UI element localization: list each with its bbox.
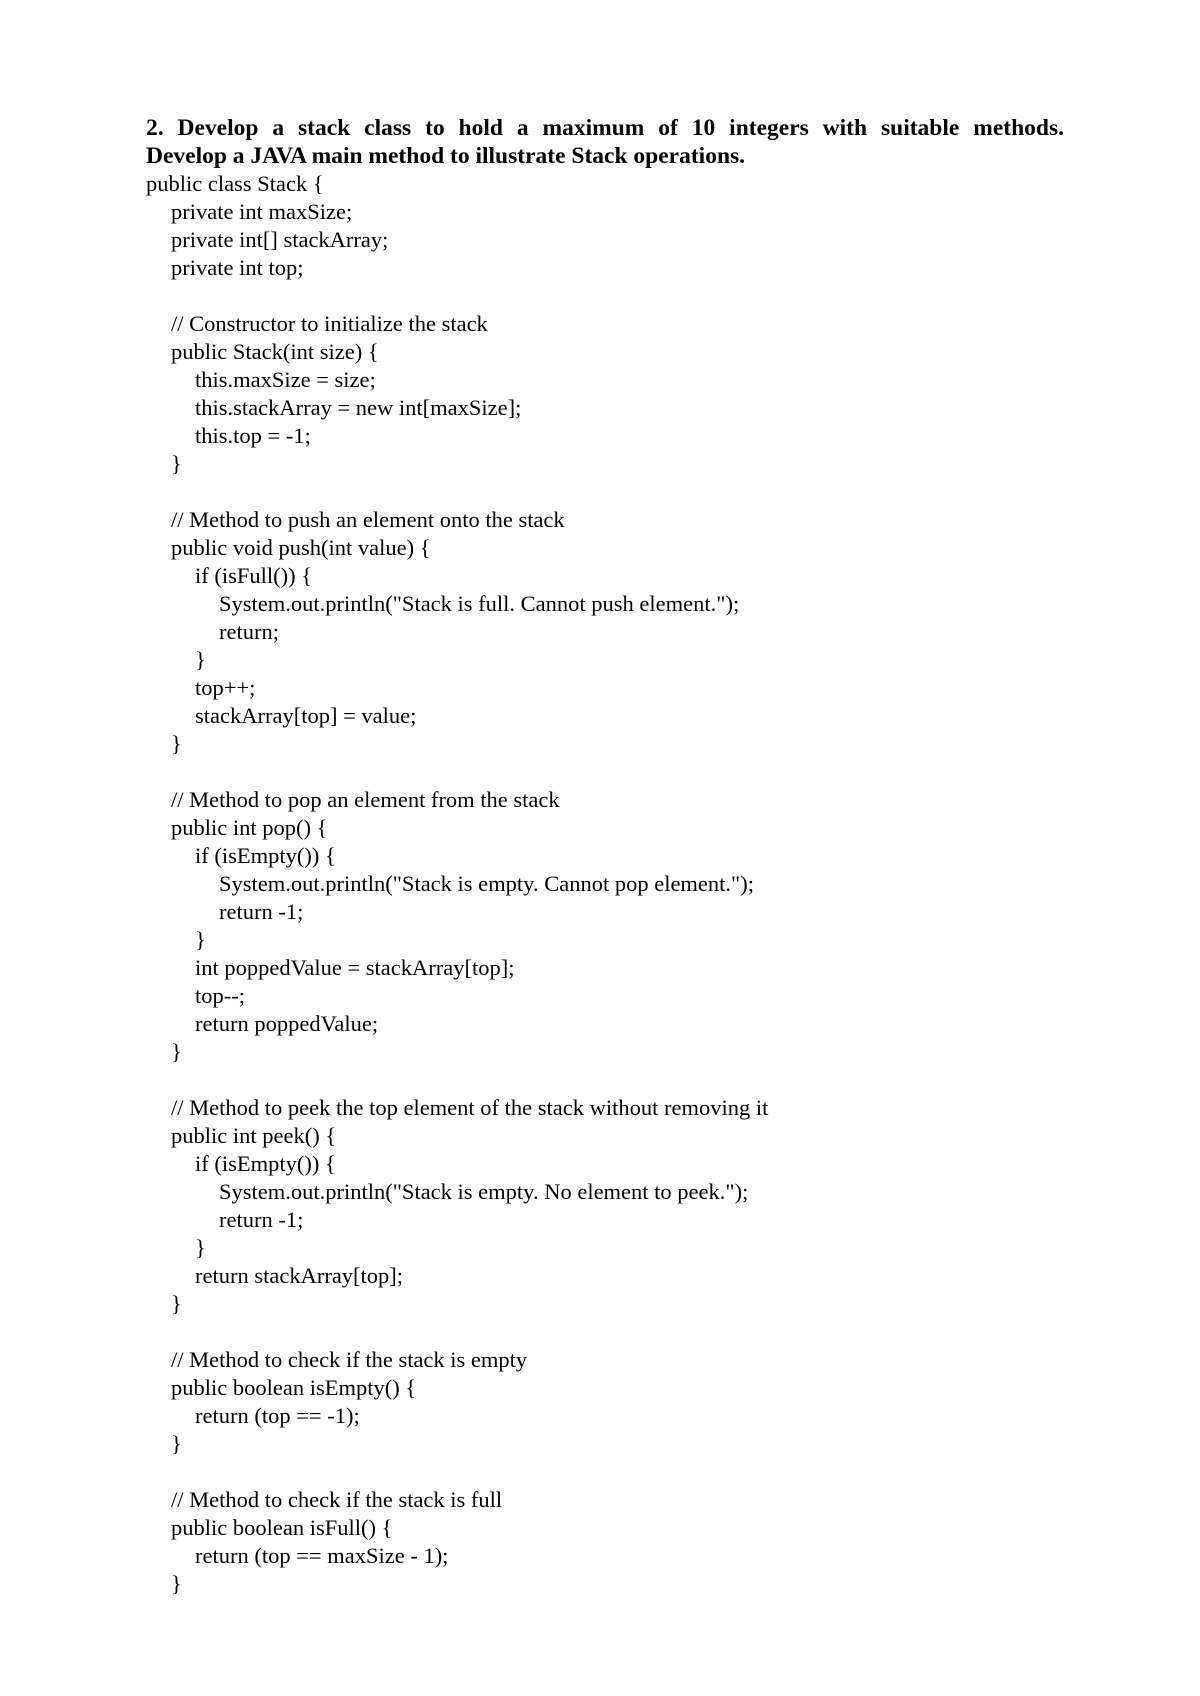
code-line: if (isEmpty()) {	[195, 843, 336, 868]
code-comment: // Method to push an element onto the stack	[171, 507, 565, 532]
heading-line-2: Develop a JAVA main method to illustrate Stack operations.	[146, 143, 746, 169]
code-block	[146, 170, 768, 1598]
code-line: return poppedValue;	[195, 1011, 379, 1036]
code-line	[146, 1458, 768, 1486]
code-line: public class Stack {	[146, 171, 324, 196]
code-comment: // Method to check if the stack is empty	[171, 1347, 528, 1372]
code-line: }	[195, 1235, 206, 1260]
code-line: top++;	[195, 675, 256, 700]
code-line: public int peek() {	[171, 1123, 337, 1148]
code-line: this.top = -1;	[195, 423, 311, 448]
code-comment: // Method to check if the stack is full	[171, 1487, 503, 1512]
code-line: }	[171, 1291, 182, 1316]
code-line: stackArray[top] = value;	[195, 703, 417, 728]
code-line	[146, 478, 768, 506]
code-line: }	[171, 1431, 182, 1456]
code-line: }	[195, 927, 206, 952]
code-line: int poppedValue = stackArray[top];	[195, 955, 515, 980]
code-line: }	[171, 731, 182, 756]
code-line: return (top == -1);	[195, 1403, 360, 1428]
code-line: private int maxSize;	[171, 199, 353, 224]
code-line: }	[171, 1039, 182, 1064]
code-line: public int pop() {	[171, 815, 328, 840]
code-line: System.out.println("Stack is full. Cannot push element.");	[219, 591, 740, 616]
code-line: }	[195, 647, 206, 672]
code-line: public Stack(int size) {	[171, 339, 379, 364]
question-heading	[146, 114, 1064, 170]
code-line	[146, 1318, 768, 1346]
code-line: return -1;	[219, 1207, 304, 1232]
code-line: return;	[219, 619, 279, 644]
code-line: System.out.println("Stack is empty. No element to peek.");	[219, 1179, 749, 1204]
code-comment: // Method to pop an element from the stack	[171, 787, 560, 812]
code-line: public boolean isEmpty() {	[171, 1375, 417, 1400]
code-line: System.out.println("Stack is empty. Cannot pop element.");	[219, 871, 754, 896]
code-line: private int top;	[171, 255, 304, 280]
code-comment: // Constructor to initialize the stack	[171, 311, 488, 336]
code-line: top--;	[195, 983, 245, 1008]
code-line: public void push(int value) {	[171, 535, 431, 560]
code-line: }	[171, 1571, 182, 1596]
code-line: private int[] stackArray;	[171, 227, 389, 252]
code-line: }	[171, 451, 182, 476]
code-line: this.maxSize = size;	[195, 367, 376, 392]
code-line: return stackArray[top];	[195, 1263, 404, 1288]
code-line: return (top == maxSize - 1);	[195, 1543, 449, 1568]
code-line: this.stackArray = new int[maxSize];	[195, 395, 522, 420]
code-line: return -1;	[219, 899, 304, 924]
code-line	[146, 758, 768, 786]
code-line: if (isEmpty()) {	[195, 1151, 336, 1176]
code-line: if (isFull()) {	[195, 563, 313, 588]
code-line	[146, 282, 768, 310]
code-line: public boolean isFull() {	[171, 1515, 393, 1540]
code-comment: // Method to peek the top element of the stack without removing it	[171, 1095, 769, 1120]
heading-line-1: 2. Develop a stack class to hold a maximum of 10 integers with suitable methods.	[146, 115, 1064, 141]
code-line	[146, 1066, 768, 1094]
